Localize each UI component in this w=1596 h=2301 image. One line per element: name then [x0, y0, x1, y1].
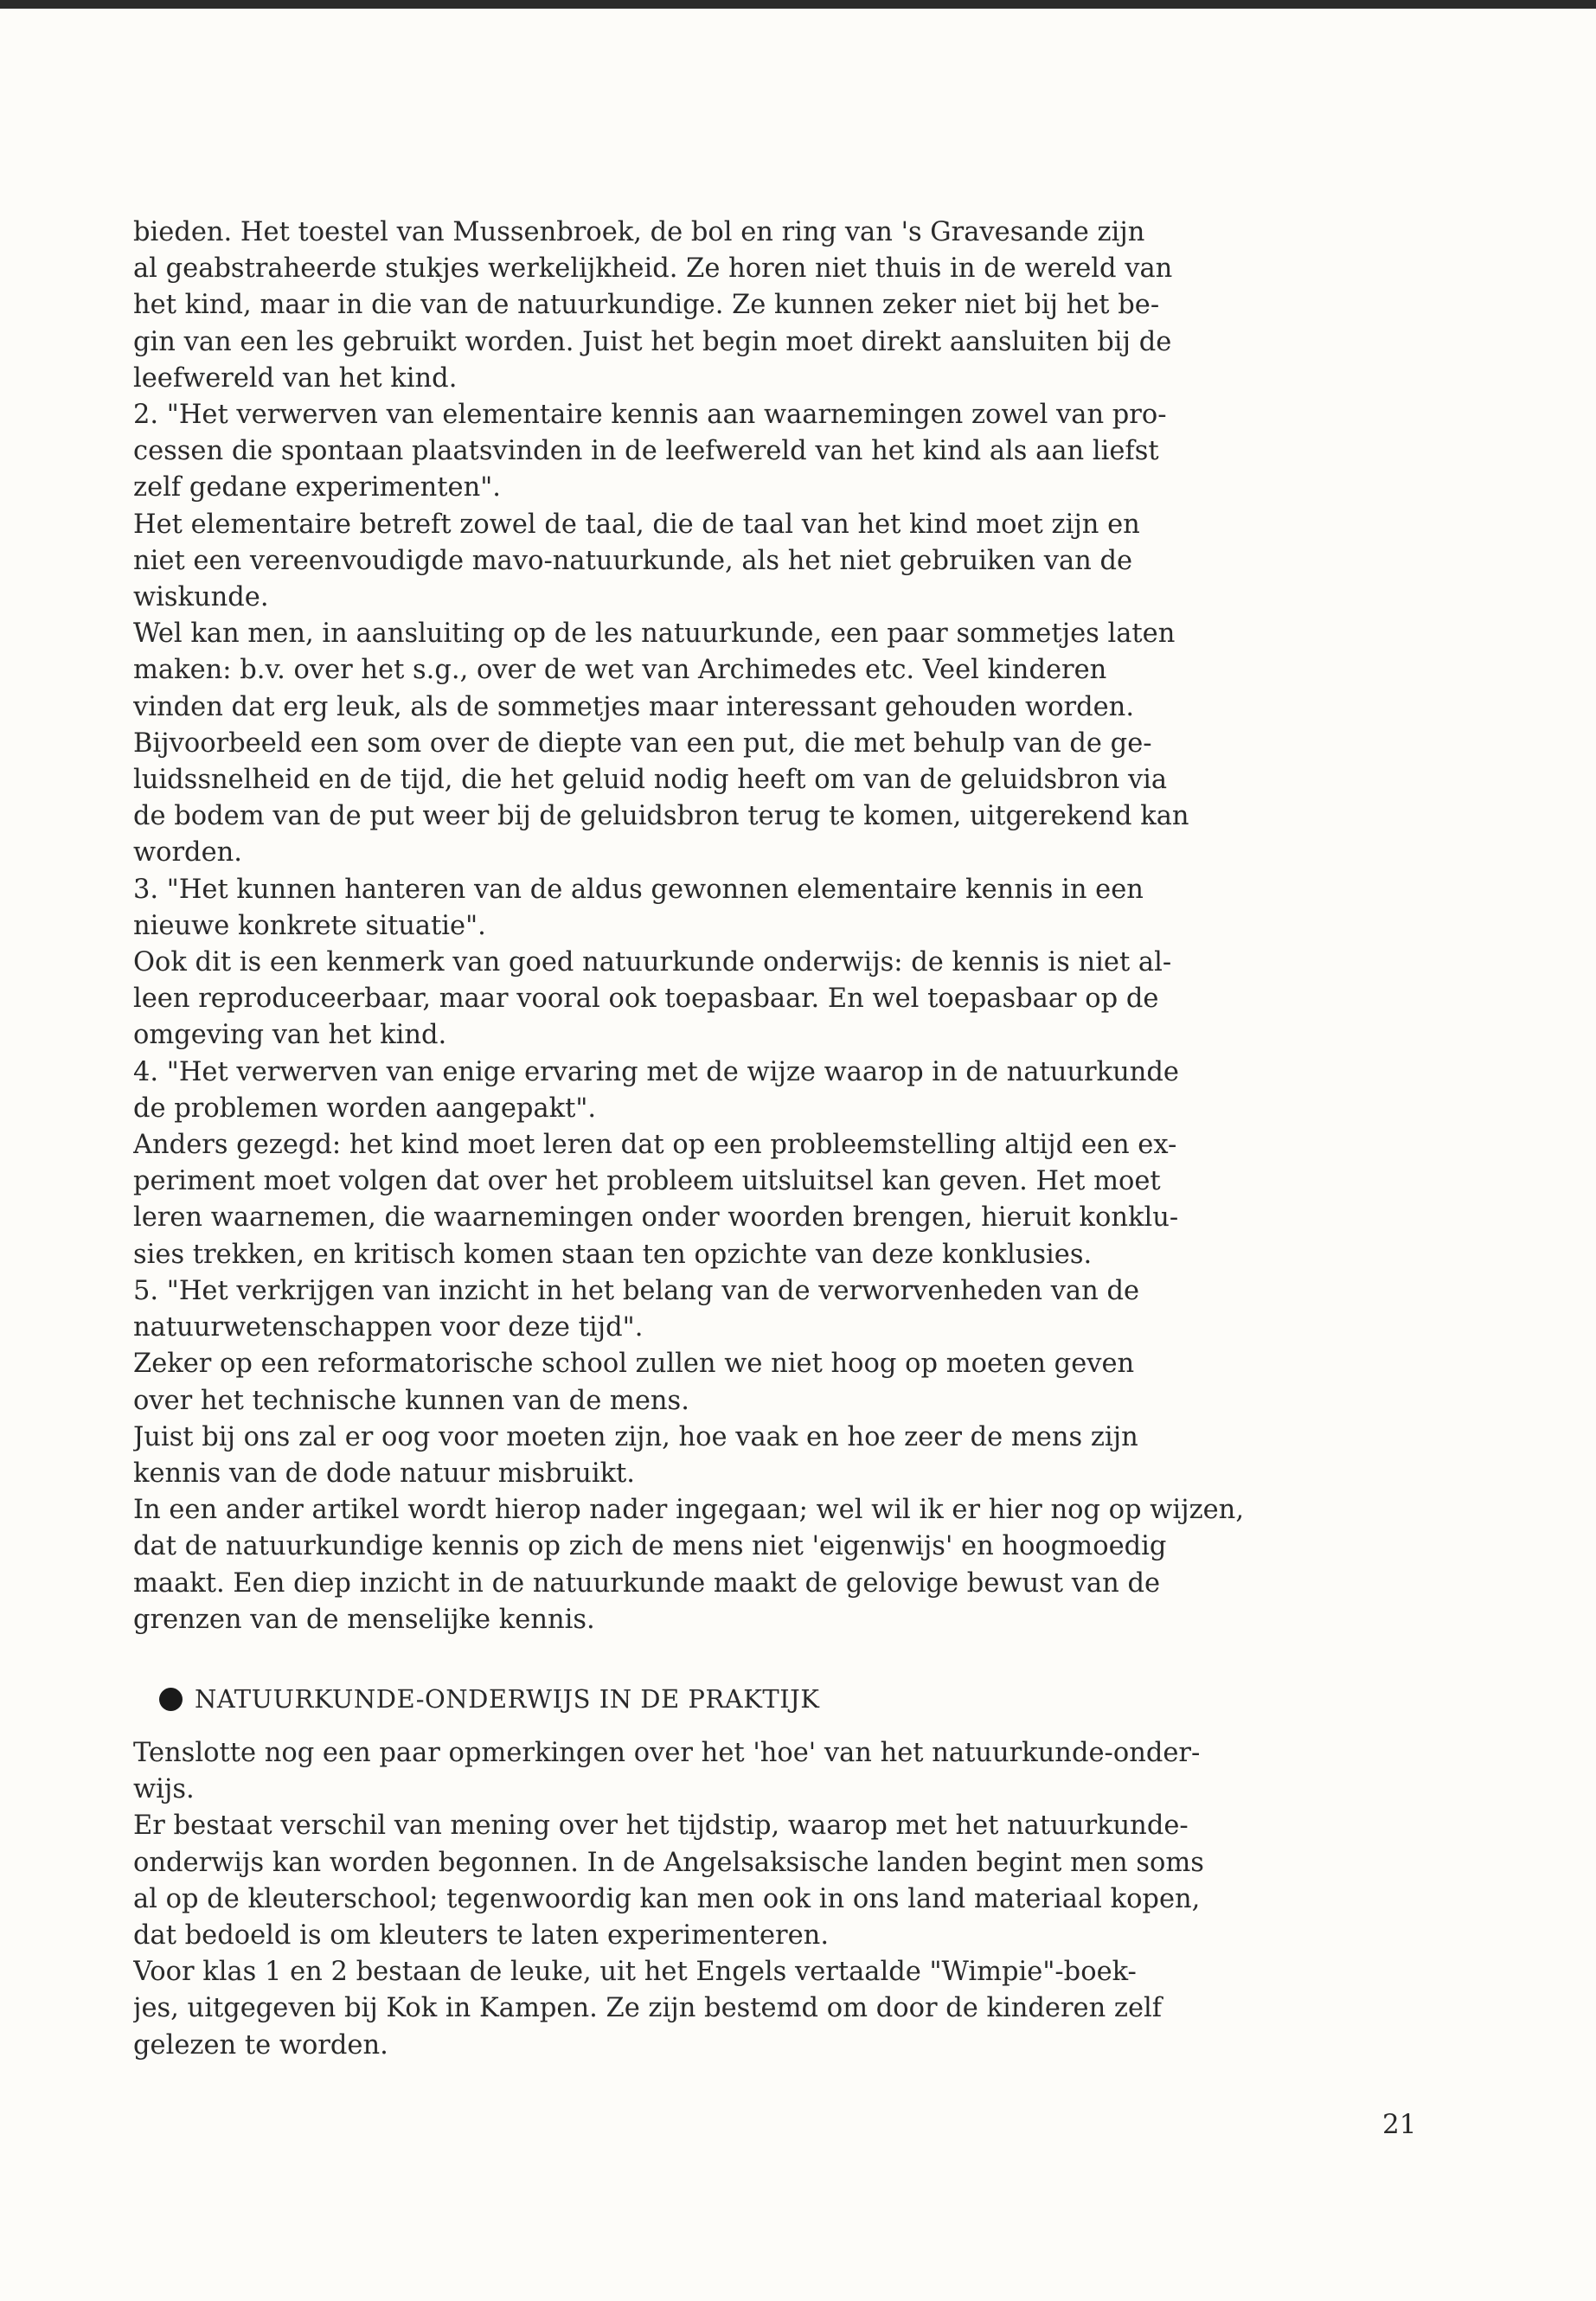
text-line: maakt. Een diep inzicht in de natuurkunde maakt de gelovige bewust van de: [133, 1567, 1161, 1599]
text-line: grenzen van de menselijke kennis.: [133, 1604, 595, 1635]
text-line: dat bedoeld is om kleuters te laten experimenteren.: [133, 1920, 830, 1952]
text-line: luidssnelheid en de tijd, die het geluid nodig heeft om van de geluidsbron via: [133, 765, 1168, 796]
text-line: Voor klas 1 en 2 bestaan de leuke, uit het Engels vertaalde "Wimpie"-boek-: [133, 1957, 1137, 1988]
text-line: Wel kan men, in aansluiting op de les natuurkunde, een paar sommetjes laten: [133, 619, 1176, 650]
text-line: dat de natuurkundige kennis op zich de mens niet 'eigenwijs' en hoogmoedig: [133, 1531, 1167, 1562]
text-line: omgeving van het kind.: [133, 1020, 447, 1051]
text-line: Zeker op een reformatorische school zullen we niet hoog op moeten geven: [133, 1349, 1135, 1380]
text-line: maken: b.v. over het s.g., over de wet van Archimedes etc. Veel kinderen: [133, 655, 1107, 686]
text-line: kennis van de dode natuur misbruikt.: [133, 1458, 636, 1489]
section-text: [133, 1735, 1431, 2064]
text-line: gelezen te worden.: [133, 2029, 388, 2061]
text-line: al op de kleuterschool; tegenwoordig kan men ook in ons land materiaal kopen,: [133, 1883, 1201, 1914]
text-line: sies trekken, en kritisch komen staan ten opzichte van deze konklusies.: [133, 1239, 1093, 1270]
text-line: wijs.: [133, 1774, 195, 1805]
text-line: jes, uitgegeven bij Kok in Kampen. Ze zijn bestemd om door de kinderen zelf: [133, 1993, 1163, 2024]
text-line: leefwereld van het kind.: [133, 362, 458, 394]
text-line: leren waarnemen, die waarnemingen onder woorden brengen, hieruit konklu-: [133, 1202, 1179, 1234]
section-heading: [159, 1681, 819, 1717]
text-line: Het elementaire betreft zowel de taal, die de taal van het kind moet zijn en: [133, 509, 1140, 540]
text-line: Ook dit is een kenmerk van goed natuurkunde onderwijs: de kennis is niet al-: [133, 947, 1172, 978]
text-line: 2. "Het verwerven van elementaire kennis aan waarnemingen zowel van pro-: [133, 400, 1167, 431]
text-line: Anders gezegd: het kind moet leren dat op een probleemstelling altijd een ex-: [133, 1130, 1177, 1161]
text-line: wiskunde.: [133, 582, 269, 613]
text-line: onderwijs kan worden begonnen. In de Angelsaksische landen begint men soms: [133, 1847, 1204, 1878]
text-line: gin van een les gebruikt worden. Juist het begin moet direkt aansluiten bij de: [133, 326, 1172, 357]
bullet-icon: [159, 1688, 183, 1711]
text-line: de bodem van de put weer bij de geluidsbron terug te komen, uitgerekend kan: [133, 801, 1189, 832]
text-line: cessen die spontaan plaatsvinden in de leefwereld van het kind als aan liefst: [133, 436, 1159, 467]
text-line: bieden. Het toestel van Mussenbroek, de bol en ring van 's Gravesande zijn: [133, 217, 1145, 247]
text-line: niet een vereenvoudigde mavo-natuurkunde, als het niet gebruiken van de: [133, 545, 1133, 576]
text-line: 4. "Het verwerven van enige ervaring met de wijze waarop in de natuurkunde: [133, 1056, 1179, 1087]
text-line: In een ander artikel wordt hierop nader ingegaan; wel wil ik er hier nog op wijzen,: [133, 1495, 1245, 1526]
text-line: 5. "Het verkrijgen van inzicht in het belang van de verworvenheden van de: [133, 1275, 1140, 1306]
text-line: Er bestaat verschil van mening over het tijdstip, waarop met het natuurkunde-: [133, 1811, 1189, 1842]
section-heading-text: NATUURKUNDE-ONDERWIJS IN DE PRAKTIJK: [195, 1684, 820, 1714]
page-number: 21: [1382, 2109, 1417, 2140]
text-line: zelf gedane experimenten".: [133, 472, 501, 503]
text-line: het kind, maar in die van de natuurkundige. Ze kunnen zeker niet bij het be-: [133, 290, 1160, 321]
text-line: Tenslotte nog een paar opmerkingen over het 'hoe' van het natuurkunde-onder-: [133, 1738, 1201, 1768]
text-line: Juist bij ons zal er oog voor moeten zijn, hoe vaak en hoe zeer de mens zijn: [133, 1421, 1138, 1452]
text-line: nieuwe konkrete situatie".: [133, 910, 486, 941]
text-line: al geabstraheerde stukjes werkelijkheid. Ze horen niet thuis in de wereld van: [133, 253, 1173, 285]
top-edge-rule: [0, 0, 1596, 9]
text-line: over het technische kunnen van de mens.: [133, 1385, 689, 1416]
text-line: Bijvoorbeeld een som over de diepte van een put, die met behulp van de ge-: [133, 727, 1152, 759]
text-line: leen reproduceerbaar, maar vooral ook toepasbaar. En wel toepasbaar op de: [133, 984, 1159, 1015]
body-text: [133, 215, 1431, 1638]
text-line: de problemen worden aangepakt".: [133, 1093, 597, 1124]
text-line: natuurwetenschappen voor deze tijd".: [133, 1312, 644, 1343]
text-line: periment moet volgen dat over het probleem uitsluitsel kan geven. Het moet: [133, 1166, 1161, 1197]
text-line: vinden dat erg leuk, als de sommetjes maar interessant gehouden worden.: [133, 691, 1135, 722]
text-line: worden.: [133, 837, 242, 868]
text-line: 3. "Het kunnen hanteren van de aldus gewonnen elementaire kennis in een: [133, 874, 1144, 905]
